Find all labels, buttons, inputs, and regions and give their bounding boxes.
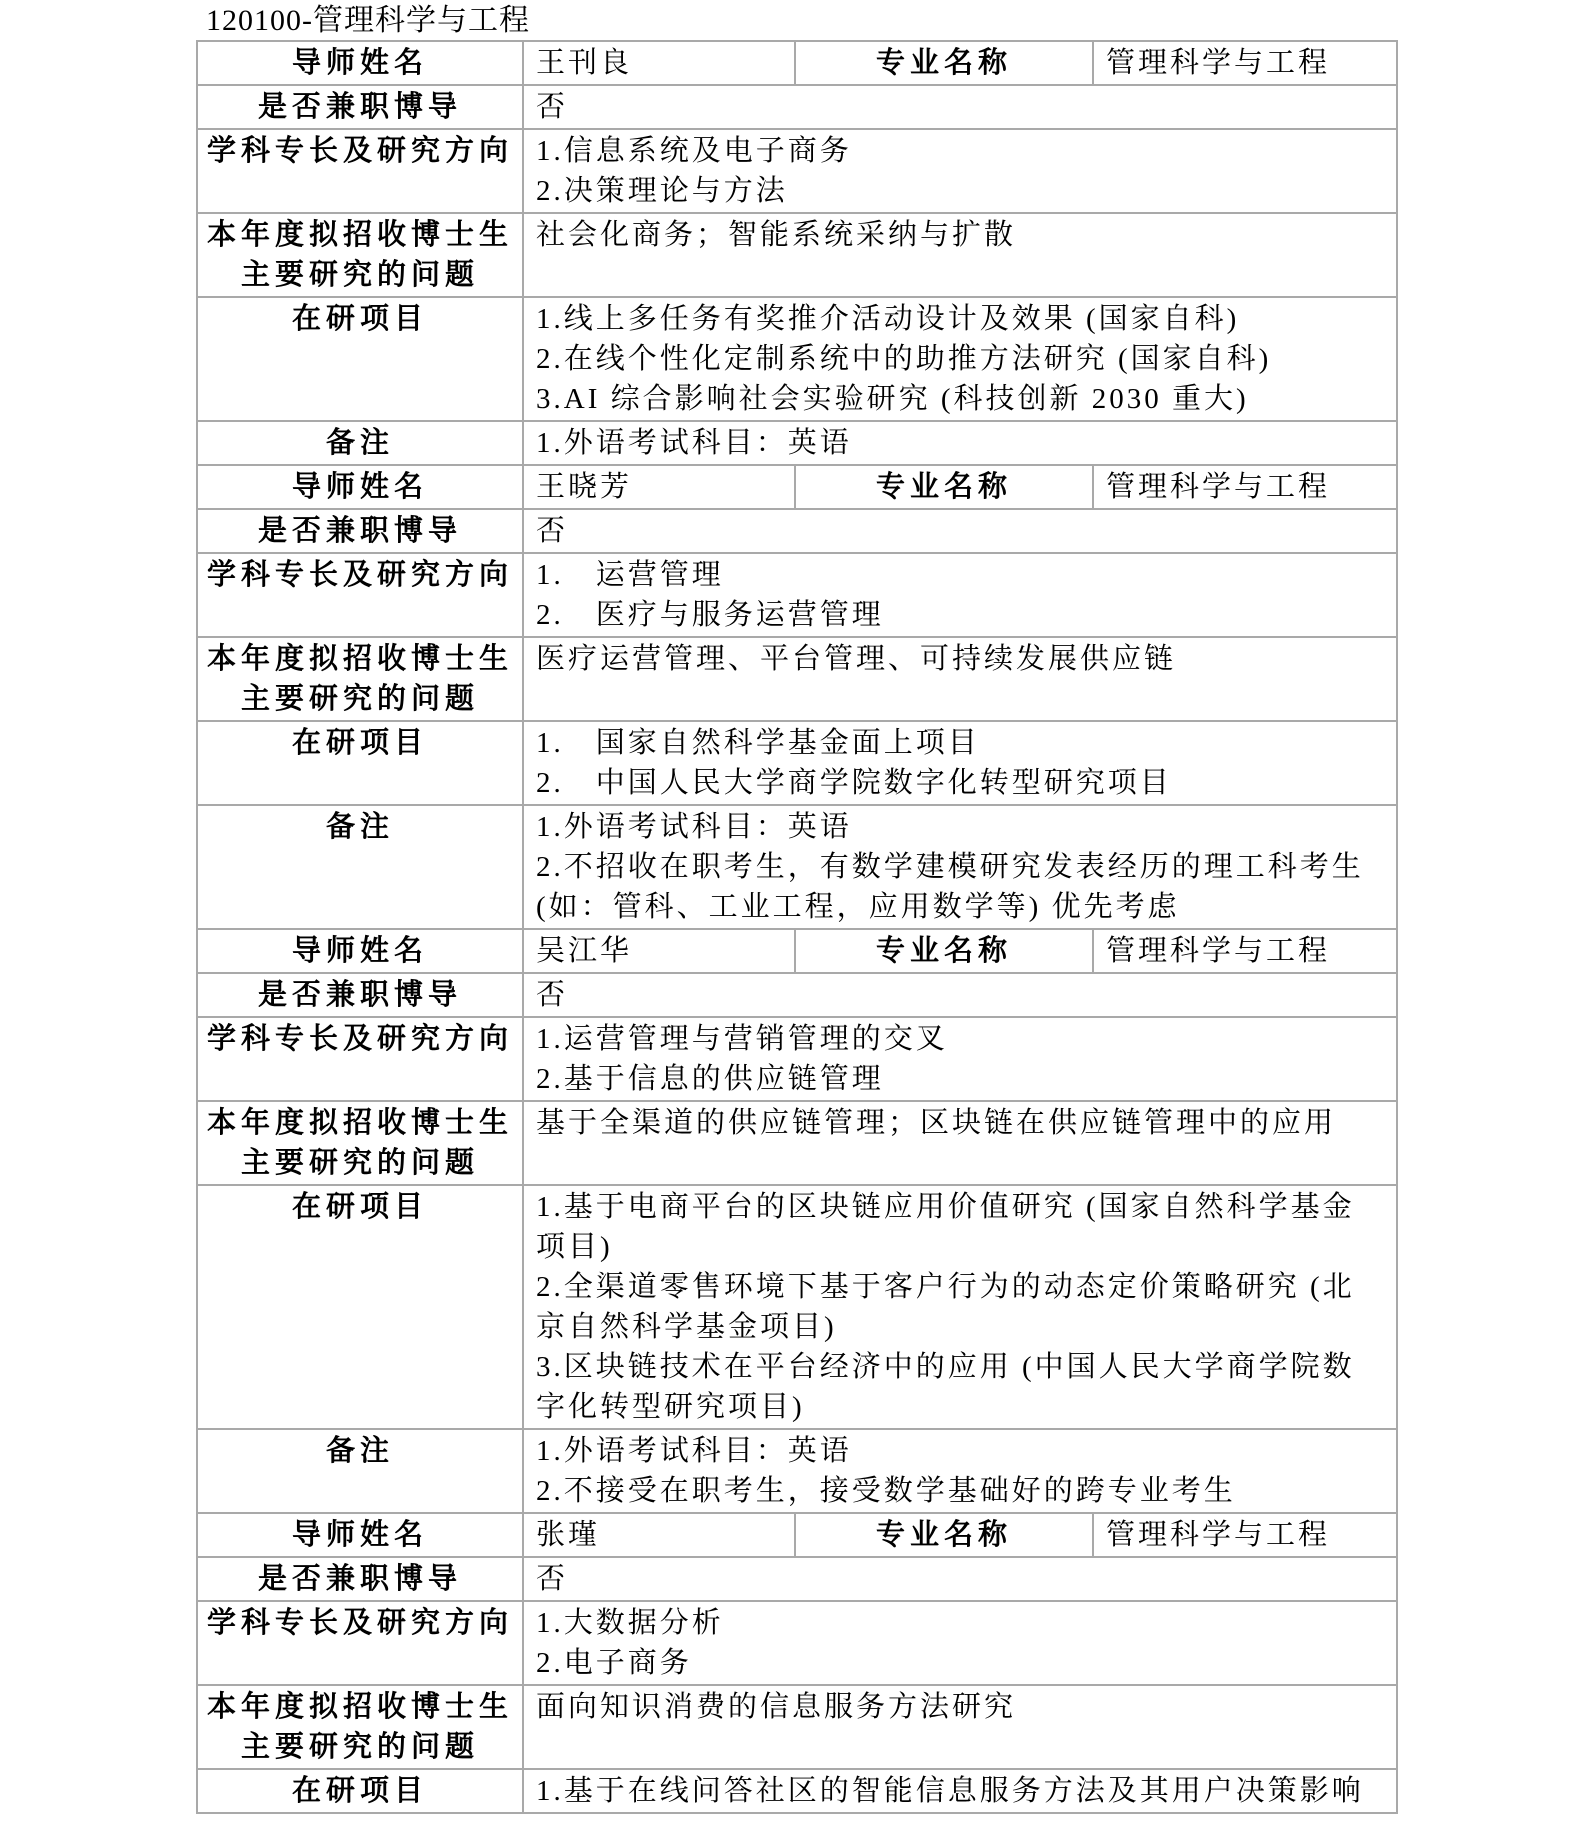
table-row: [197, 721, 1397, 805]
table-row: [197, 1101, 1397, 1185]
table-row: [197, 1429, 1397, 1513]
specialty-value: [523, 1017, 1397, 1101]
remark-value: [523, 805, 1397, 929]
table-row: [197, 637, 1397, 721]
table-row: [197, 973, 1397, 1017]
supervisor-name-value: 王晓芳: [523, 465, 795, 509]
table-row: [197, 1185, 1397, 1429]
parttime-value: 否: [523, 509, 1397, 553]
text-line: 2. 医疗与服务运营管理: [536, 599, 884, 631]
text-line: 2.基于信息的供应链管理: [536, 1063, 884, 1095]
remark-value: [523, 1429, 1397, 1513]
major-value: 管理科学与工程: [1093, 465, 1397, 509]
remark-label: 备注: [197, 421, 523, 465]
text-line: 1.基于电商平台的区块链应用价值研究 (国家自然科学基金项目): [536, 1191, 1355, 1263]
text-line: 1.外语考试科目：英语: [536, 1435, 852, 1467]
remark-label: 备注: [197, 805, 523, 929]
major-value: 管理科学与工程: [1093, 1513, 1397, 1557]
specialty-value: [523, 553, 1397, 637]
text-line: 3.AI 综合影响社会实验研究 (科技创新 2030 重大): [536, 383, 1249, 415]
table-row: [197, 553, 1397, 637]
text-line: 2.不招收在职考生，有数学建模研究发表经历的理工科考生 (如：管科、工业工程，应用数学等) 优先考虑: [536, 851, 1375, 923]
table-row: [197, 41, 1397, 85]
supervisor-name-label: 导师姓名: [197, 929, 523, 973]
remark-value: [523, 421, 1397, 465]
table-row: [197, 1769, 1397, 1813]
text-line: 1.信息系统及电子商务: [536, 135, 852, 167]
major-value: 管理科学与工程: [1093, 41, 1397, 85]
supervisor-name-value: 吴江华: [523, 929, 795, 973]
projects-label: 在研项目: [197, 297, 523, 421]
text-line: 2.不接受在职考生，接受数学基础好的跨专业考生: [536, 1475, 1236, 1507]
table-row: [197, 421, 1397, 465]
table-row: [197, 1601, 1397, 1685]
table-row: [197, 85, 1397, 129]
table-row: [197, 465, 1397, 509]
major-label: 专业名称: [795, 1513, 1093, 1557]
text-line: 3.区块链技术在平台经济中的应用 (中国人民大学商学院数字化转型研究项目): [536, 1351, 1355, 1423]
topics-label: 本年度拟招收博士生主要研究的问题: [197, 213, 523, 297]
major-value: 管理科学与工程: [1093, 929, 1397, 973]
parttime-value: 否: [523, 1557, 1397, 1601]
specialty-label: 学科专长及研究方向: [197, 1601, 523, 1685]
text-line: 基于全渠道的供应链管理；区块链在供应链管理中的应用: [536, 1107, 1337, 1139]
text-line: 1.大数据分析: [536, 1607, 724, 1639]
table-row: [197, 805, 1397, 929]
text-line: 2.电子商务: [536, 1647, 692, 1679]
table-row: [197, 929, 1397, 973]
topics-value: [523, 637, 1397, 721]
supervisor-name-value: 张瑾: [523, 1513, 795, 1557]
projects-value: [523, 1185, 1397, 1429]
table-row: [197, 1017, 1397, 1101]
topics-value: [523, 213, 1397, 297]
table-row: [197, 129, 1397, 213]
specialty-value: [523, 1601, 1397, 1685]
topics-label: 本年度拟招收博士生主要研究的问题: [197, 1101, 523, 1185]
topics-value: [523, 1101, 1397, 1185]
projects-value: [523, 721, 1397, 805]
text-line: 1.基于在线问答社区的智能信息服务方法及其用户决策影响: [536, 1775, 1364, 1807]
supervisor-name-label: 导师姓名: [197, 465, 523, 509]
projects-value: [523, 297, 1397, 421]
projects-label: 在研项目: [197, 721, 523, 805]
topics-value: [523, 1685, 1397, 1769]
text-line: 2.在线个性化定制系统中的助推方法研究 (国家自科): [536, 343, 1272, 375]
text-line: 2.全渠道零售环境下基于客户行为的动态定价策略研究 (北京自然科学基金项目): [536, 1271, 1355, 1343]
topics-label: 本年度拟招收博士生主要研究的问题: [197, 1685, 523, 1769]
text-line: 1. 国家自然科学基金面上项目: [536, 727, 980, 759]
specialty-label: 学科专长及研究方向: [197, 1017, 523, 1101]
text-line: 1.线上多任务有奖推介活动设计及效果 (国家自科): [536, 303, 1240, 335]
supervisor-name-value: 王刊良: [523, 41, 795, 85]
text-line: 1. 运营管理: [536, 559, 724, 591]
remark-label: 备注: [197, 1429, 523, 1513]
table-row: [197, 213, 1397, 297]
parttime-label: 是否兼职博导: [197, 85, 523, 129]
supervisor-table: [196, 40, 1398, 1814]
text-line: 1.运营管理与营销管理的交叉: [536, 1023, 948, 1055]
table-row: [197, 1685, 1397, 1769]
parttime-value: 否: [523, 85, 1397, 129]
major-label: 专业名称: [795, 929, 1093, 973]
projects-label: 在研项目: [197, 1769, 523, 1813]
section-title: 120100-管理科学与工程: [206, 4, 530, 37]
parttime-label: 是否兼职博导: [197, 509, 523, 553]
table-row: [197, 509, 1397, 553]
parttime-label: 是否兼职博导: [197, 1557, 523, 1601]
projects-value: [523, 1769, 1397, 1813]
text-line: 2.决策理论与方法: [536, 175, 788, 207]
table-row: [197, 1557, 1397, 1601]
specialty-value: [523, 129, 1397, 213]
table-row: [197, 297, 1397, 421]
supervisor-name-label: 导师姓名: [197, 41, 523, 85]
parttime-label: 是否兼职博导: [197, 973, 523, 1017]
topics-label: 本年度拟招收博士生主要研究的问题: [197, 637, 523, 721]
specialty-label: 学科专长及研究方向: [197, 553, 523, 637]
major-label: 专业名称: [795, 465, 1093, 509]
projects-label: 在研项目: [197, 1185, 523, 1429]
supervisor-name-label: 导师姓名: [197, 1513, 523, 1557]
text-line: 2. 中国人民大学商学院数字化转型研究项目: [536, 767, 1172, 799]
text-line: 1.外语考试科目：英语: [536, 811, 852, 843]
major-label: 专业名称: [795, 41, 1093, 85]
text-line: 面向知识消费的信息服务方法研究: [536, 1691, 1017, 1723]
text-line: 医疗运营管理、平台管理、可持续发展供应链: [536, 643, 1177, 675]
text-line: 1.外语考试科目：英语: [536, 427, 852, 459]
table-row: [197, 1513, 1397, 1557]
text-line: 社会化商务；智能系统采纳与扩散: [536, 219, 1017, 251]
specialty-label: 学科专长及研究方向: [197, 129, 523, 213]
parttime-value: 否: [523, 973, 1397, 1017]
